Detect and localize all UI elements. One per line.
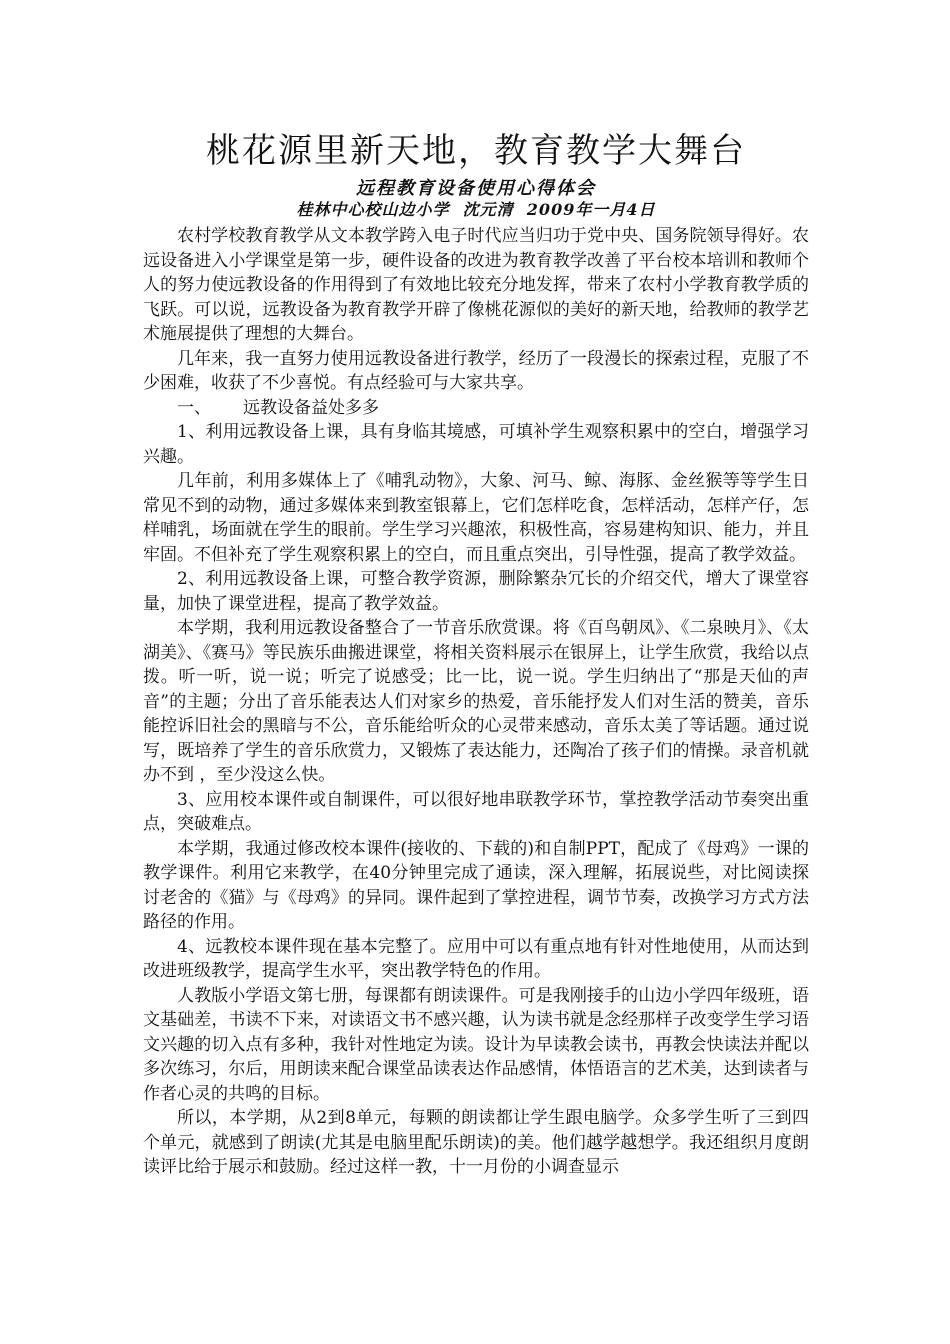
paragraph: 所以，本学期，从2到8单元，每颗的朗读都让学生跟电脑学。众多学生听了三到四个单元，就感到了朗读(尤其是电脑里配乐朗读)的美。他们越学越想学。我还组织月度朗读评比给于展示和鼓励。经过这样一教，十一月份的小调查显示 — [143, 1108, 809, 1177]
paragraph: 人教版小学语文第七册，每课都有朗读课件。可是我刚接手的山边小学四年级班，语文基础差，书读不下来，对读语文书不感兴趣，认为读书就是念经那样子改变学生学习语文兴趣的切入点有多种，我针对性地定为读。设计为早读教会读书，再教会快读法并配以多次练习，尔后，用朗读来配合课堂品读表达作品感情，体悟语言的艺术美，达到读者与作者心灵的共鸣的目标。 — [143, 985, 809, 1104]
paragraph: 几年前，利用多媒体上了《哺乳动物》，大象、河马、鲸、海豚、金丝猴等等学生日常见不到的动物，通过多媒体来到教室银幕上，它们怎样吃食，怎样活动，怎样产仔，怎样哺乳，场面就在学生的眼前。学生学习兴趣浓，积极性高，容易建构知识、能力，并且牢固。不但补充了学生观察积累上的空白，而且重点突出，引导性强，提高了教学效益。 — [143, 471, 809, 565]
document-subtitle: 远程教育设备使用心得体会 — [356, 178, 596, 199]
document-page — [143, 128, 809, 1180]
section-heading-text: 远教设备益处多多 — [243, 397, 379, 418]
section-heading — [143, 396, 809, 421]
document-body — [143, 224, 809, 1180]
paragraph: 本学期，我通过修改校本课件(接收的、下载的)和自制PPT，配成了《母鸡》一课的教学课件。利用它来教学，在40分钟里完成了通读，深入理解，拓展说些，对比阅读探讨老舍的《猫》与《母鸡》的异同。课件起到了掌控进程，调节节奏，改换学习方式方法路径的作用。 — [143, 838, 809, 932]
author-byline: 桂林中心校山边小学 沈元清 2009年一月4日 — [296, 200, 656, 219]
paragraph: 2、利用远教设备上课，可整合教学资源，删除繁杂冗长的介绍交代，增大了课堂容量，加快了课堂进程，提高了教学效益。 — [143, 569, 809, 614]
paragraph: 本学期，我利用远教设备整合了一节音乐欣赏课。将《百鸟朝凤》、《二泉映月》、《太湖美》、《赛马》等民族乐曲搬进课堂，将相关资料展示在银屏上，让学生欣赏，我给以点拨。听一听，说一说；听完了说感受；比一比，说一说。学生归纳出了“那是天仙的声音”的主题；分出了音乐能表达人们对家乡的热爱，音乐能抒发人们对生活的赞美，音乐能控诉旧社会的黑暗与不公，音乐能给听众的心灵带来感动，音乐太美了等话题。通过说写，既培养了学生的音乐欣赏力，又锻炼了表达能力，还陶冶了孩子们的情操。录音机就办不到 ，至少没这么快。 — [143, 618, 809, 785]
paragraph: 4、远教校本课件现在基本完整了。应用中可以有重点地有针对性地使用，从而达到改进班级教学，提高学生水平，突出教学特色的作用。 — [143, 936, 809, 981]
section-number: 一、 — [177, 397, 211, 418]
paragraph: 3、应用校本课件或自制课件，可以很好地串联教学环节，掌控教学活动节奏突出重点，突破难点。 — [143, 789, 809, 834]
paragraph: 农村学校教育教学从文本教学跨入电子时代应当归功于党中央、国务院领导得好。农远设备进入小学课堂是第一步，硬件设备的改进为教育教学改善了平台校本培训和教师个人的努力使远教设备的作用得到了有效地比较充分地发挥，带来了农村小学教育教学质的飞跃。可以说，远教设备为教育教学开辟了像桃花源似的美好的新天地，给教师的教学艺术施展提供了理想的大舞台。 — [143, 226, 809, 344]
paragraph: 1、利用远教设备上课，具有身临其境感，可填补学生观察积累中的空白，增强学习兴趣。 — [143, 422, 809, 467]
paragraph: 几年来，我一直努力使用远教设备进行教学，经历了一段漫长的探索过程，克服了不少困难，收获了不少喜悦。有点经验可与大家共享。 — [143, 348, 809, 393]
document-title: 桃花源里新天地，教育教学大舞台 — [206, 131, 746, 171]
